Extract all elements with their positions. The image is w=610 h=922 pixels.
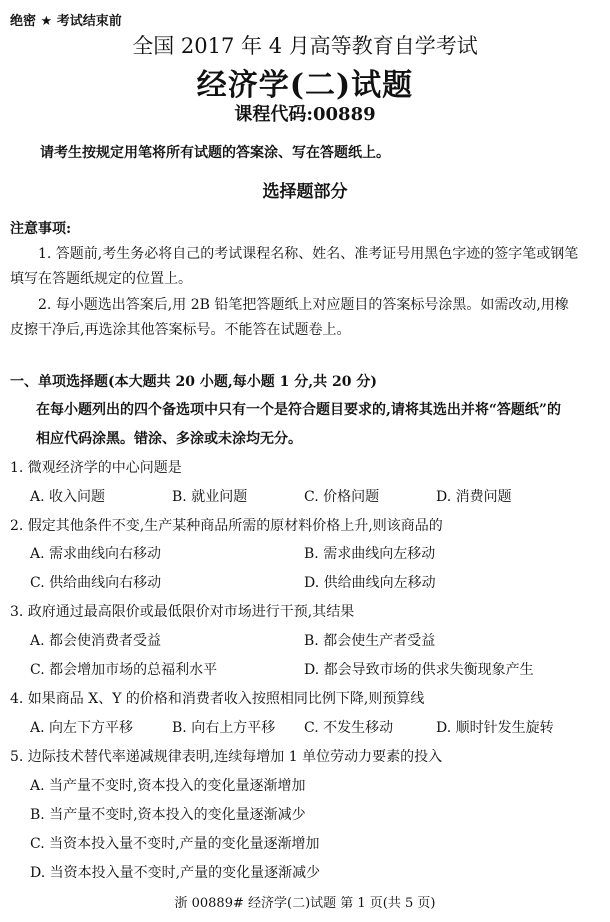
question-3-option-b: B. 都会使生产者受益 [304,633,436,649]
question-1-option-a: A. 收入问题 [30,489,106,505]
question-5-stem: 5. 边际技术替代率递减规律表明,连续每增加 1 单位劳动力要素的投入 [10,749,443,765]
answer-notice: 请考生按规定用笔将所有试题的答案涂、写在答题纸上。 [40,145,390,161]
attention-heading: 注意事项: [10,221,72,237]
question-2-option-a: A. 需求曲线向右移动 [30,546,162,562]
question-2-stem: 2. 假定其他条件不变,生产某种商品所需的原材料价格上升,则该商品的 [10,518,443,534]
question-3-option-a: A. 都会使消费者受益 [30,633,162,649]
question-5-option-d: D. 当资本投入量不变时,产量的变化量逐渐减少 [30,865,321,881]
exam-title: 全国 2017 年 4 月高等教育自学考试 [132,34,478,58]
question-4-option-a: A. 向左下方平移 [30,720,134,736]
question-2-option-c: C. 供给曲线向右移动 [30,575,162,591]
page-footer: 浙 00889# 经济学(二)试题 第 1 页(共 5 页) [174,896,436,911]
question-1-option-c: C. 价格问题 [304,489,380,505]
question-5-option-b: B. 当产量不变时,资本投入的变化量逐渐减少 [30,807,306,823]
part1-heading: 一、单项选择题(本大题共 20 小题,每小题 1 分,共 20 分) [10,374,377,390]
question-1-option-b: B. 就业问题 [172,489,248,505]
question-3-option-c: C. 都会增加市场的总福利水平 [30,662,218,678]
question-2-option-d: D. 供给曲线向左移动 [304,575,436,591]
attention-item-1-line-2: 填写在答题纸规定的位置上。 [10,271,192,287]
paper-title: 经济学(二)试题 [196,68,414,103]
question-4-option-d: D. 顺时针发生旋转 [436,720,554,736]
course-code: 课程代码:00889 [234,104,376,125]
question-3-stem: 3. 政府通过最高限价或最低限价对市场进行干预,其结果 [10,604,355,620]
attention-item-1-line-1: 1. 答题前,考生务必将自己的考试课程名称、姓名、准考证号用黑色字迹的签字笔或钢笔 [38,246,579,262]
question-5-option-c: C. 当资本投入量不变时,产量的变化量逐渐增加 [30,836,320,852]
question-2-option-b: B. 需求曲线向左移动 [304,546,436,562]
question-4-stem: 4. 如果商品 X、Y 的价格和消费者收入按照相同比例下降,则预算线 [10,691,425,707]
question-3-option-d: D. 都会导致市场的供求失衡现象产生 [304,662,534,678]
question-4-option-b: B. 向右上方平移 [172,720,276,736]
question-1-stem: 1. 微观经济学的中心问题是 [10,460,182,476]
attention-item-2-line-2: 皮擦干净后,再选涂其他答案标号。不能答在试题卷上。 [10,322,351,338]
confidential-label: 绝密 ★ 考试结束前 [10,14,122,29]
question-4-option-c: C. 不发生移动 [304,720,394,736]
question-5-option-a: A. 当产量不变时,资本投入的变化量逐渐增加 [30,778,306,794]
question-1-option-d: D. 消费问题 [436,489,512,505]
section-title: 选择题部分 [262,182,348,202]
attention-item-2-line-1: 2. 每小题选出答案后,用 2B 铅笔把答题纸上对应题目的答案标号涂黑。如需改动,用橡 [38,297,569,313]
part1-instruction-line-2: 相应代码涂黑。错涂、多涂或未涂均无分。 [36,431,302,447]
part1-instruction-line-1: 在每小题列出的四个备选项中只有一个是符合题目要求的,请将其选出并将“答题纸”的 [36,402,561,418]
